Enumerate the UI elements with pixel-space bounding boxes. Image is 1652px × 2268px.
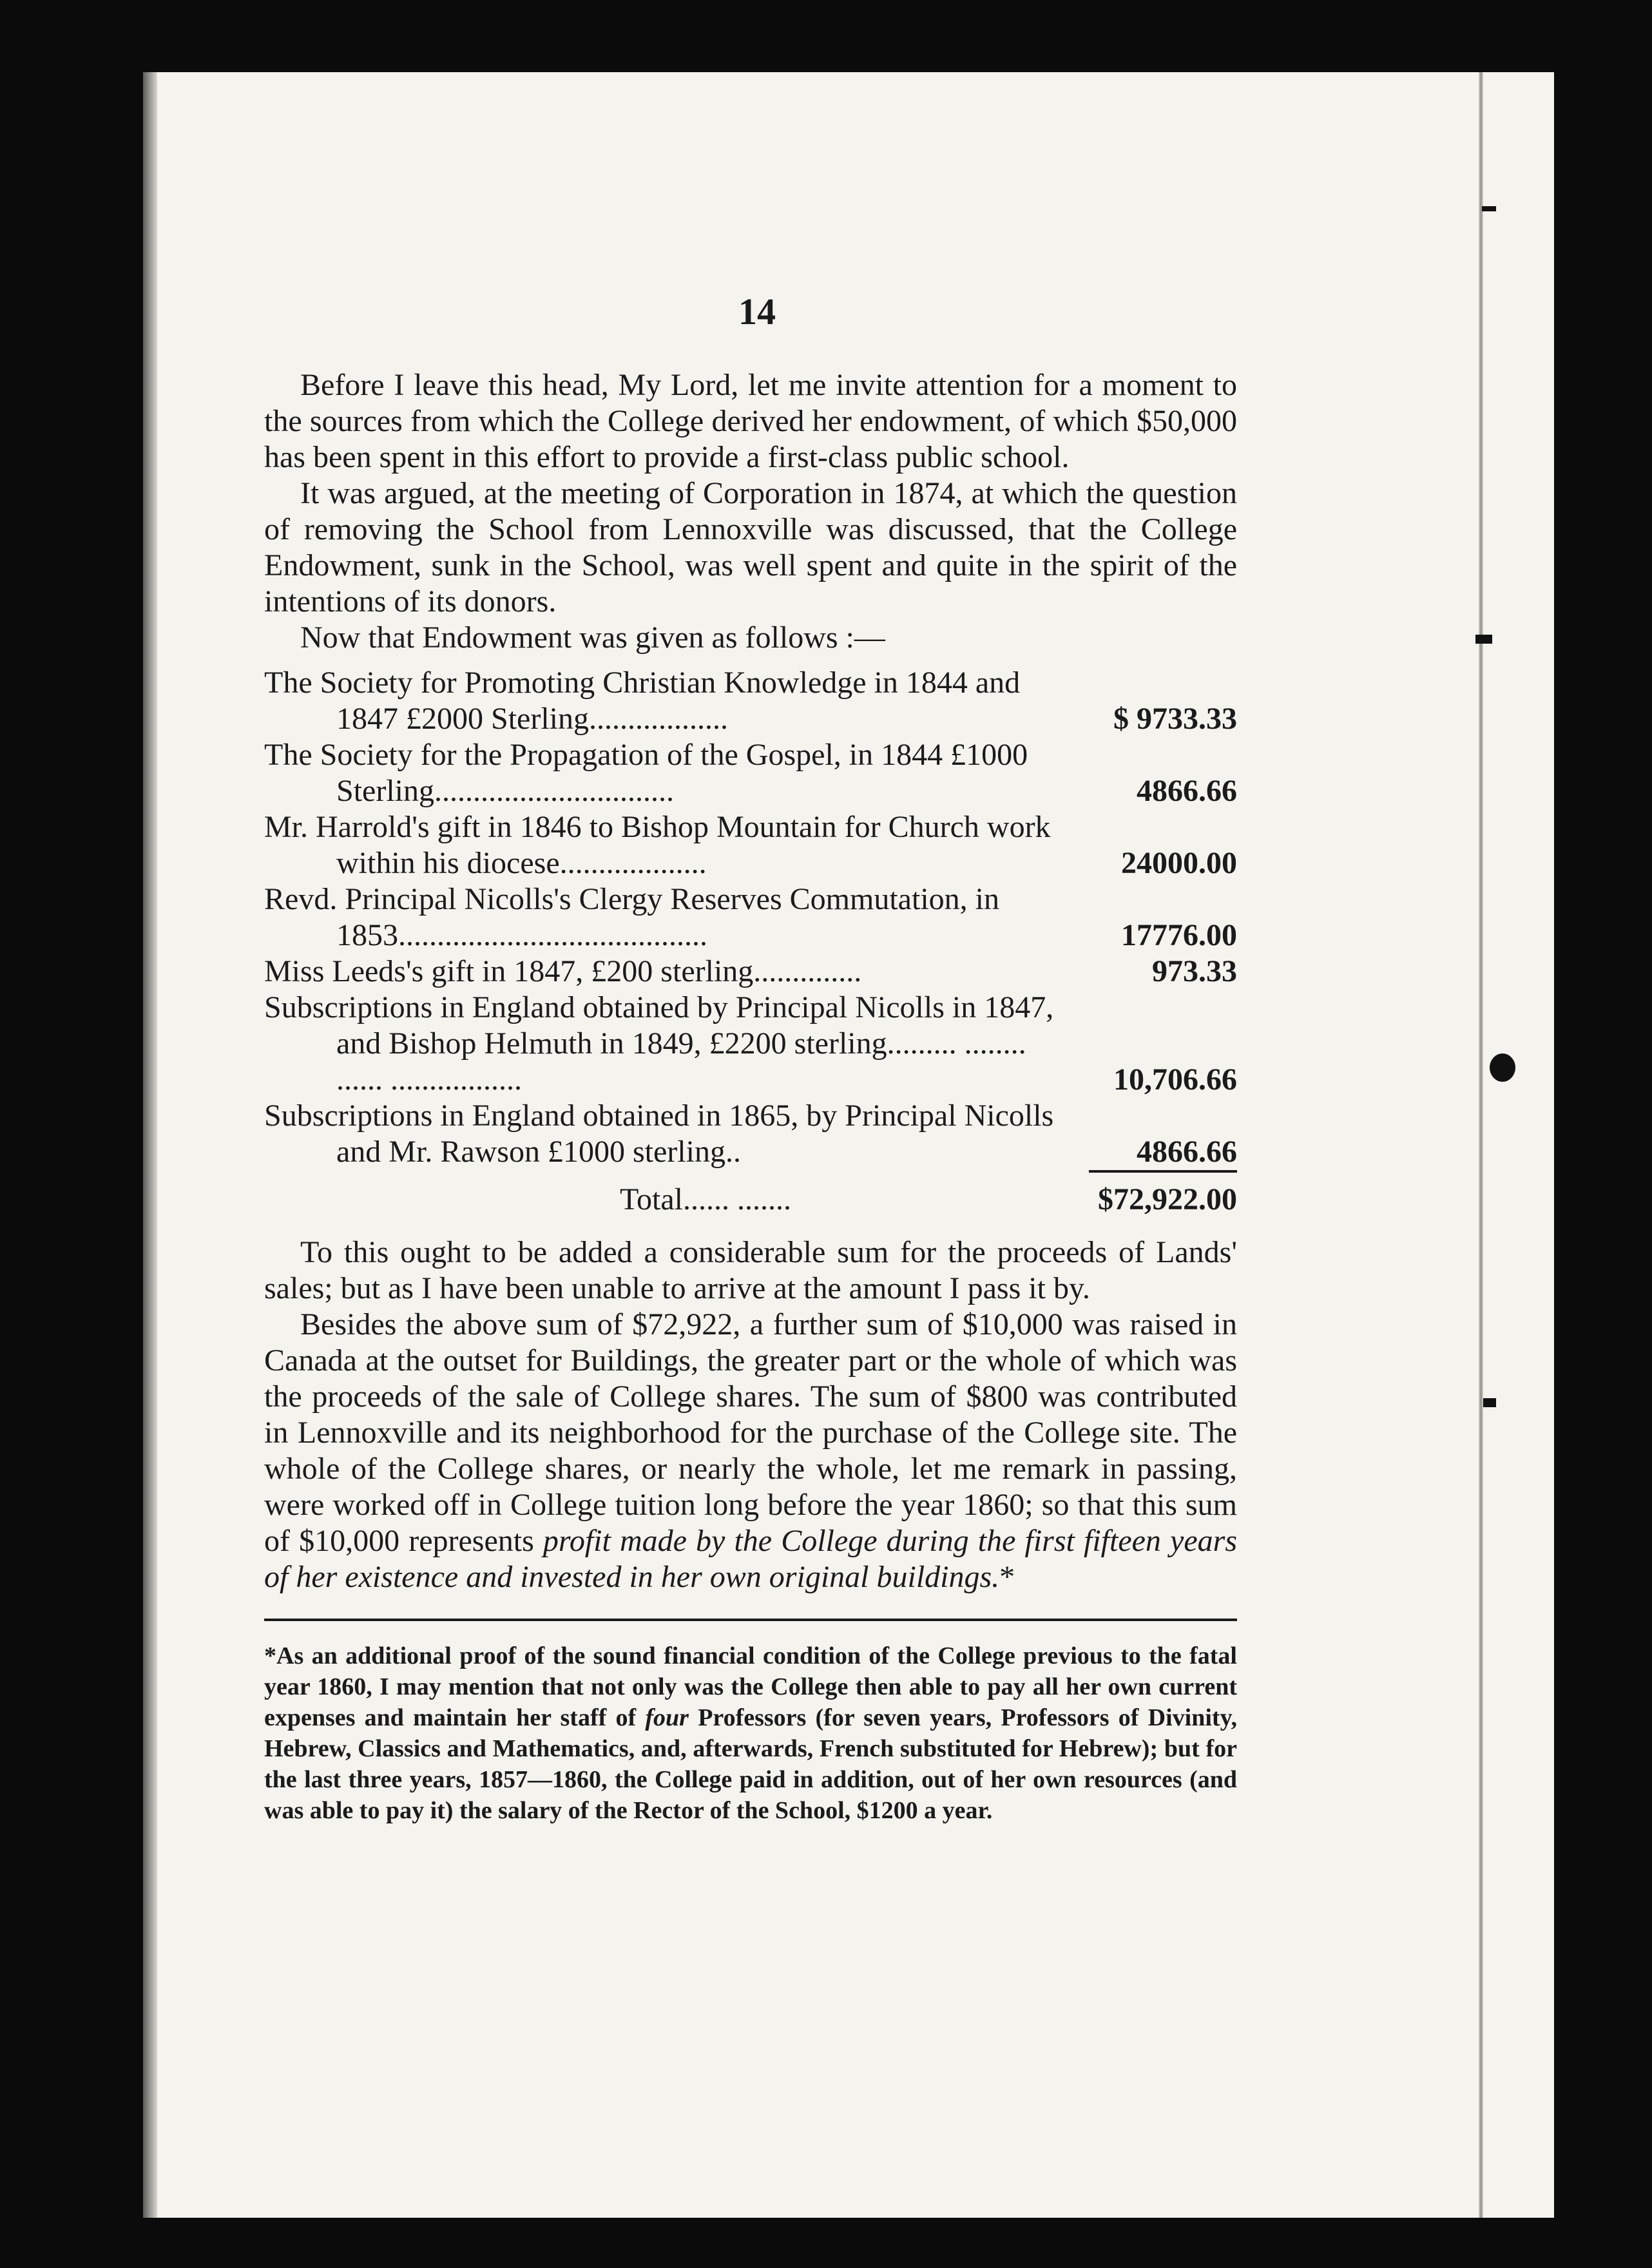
total-label: Total...... .......: [620, 1182, 791, 1216]
endowment-entry: [264, 990, 1237, 1098]
total-amount: $72,922.00: [1098, 1182, 1237, 1216]
margin-mark-blot: [1490, 1053, 1515, 1082]
entry-amount: 4866.66: [1137, 774, 1237, 808]
entry-amount: $ 9733.33: [1113, 702, 1237, 736]
entry-description: The Society for Promoting Christian Knowledge in 1844 and 1847 £2000 Sterling..................: [264, 666, 1021, 736]
entry-description: Subscriptions in England obtained in 1865, by Principal Nicolls and Mr. Rawson £1000 sterling..: [264, 1099, 1054, 1169]
paragraph-lands-sales: To this ought to be added a considerable sum for the proceeds of Lands' sales; but as I have been unable to arrive at the amount I pass it by.: [264, 1235, 1237, 1305]
entry-amount: 17776.00: [1121, 918, 1237, 952]
endowment-entry: [264, 737, 1237, 809]
footnote-marker: *: [999, 1560, 1015, 1594]
entry-amount: 24000.00: [1121, 846, 1237, 880]
buildings-text: Besides the above sum of $72,922, a further sum of $10,000 was raised in Canada at the outset for Buildings, the greater part or the whole of which was the proceeds of the sale of College shares. The sum of $800 was contributed in Lennoxville and its neighborhood for the purchase of the College site. The whole of the College shares, or nearly the whole, let me remark in passing, were worked off in College tuition long before the year 1860; so that this sum of $10,000 represents: [264, 1307, 1237, 1558]
margin-mark-middle: [1475, 635, 1492, 644]
footnote-italic: four: [645, 1704, 689, 1731]
endowment-entry: [264, 881, 1237, 954]
page-number: 14: [738, 291, 776, 332]
entry-description: Subscriptions in England obtained by Principal Nicolls in 1847, and Bishop Helmuth in 1849, £2200 sterling......... ........ ...... .................: [264, 990, 1054, 1097]
page-fold-line: [1479, 72, 1483, 2218]
entry-description: Mr. Harrold's gift in 1846 to Bishop Mountain for Church work within his diocese...................: [264, 810, 1051, 880]
endowment-entry: [264, 1098, 1237, 1170]
endowment-total: [264, 1182, 1237, 1218]
paragraph-endowment-heading: Now that Endowment was given as follows :—: [300, 620, 885, 655]
endowment-entry: [264, 954, 1237, 990]
text-column: [264, 367, 1237, 1826]
paragraph-corporation-1874: It was argued, at the meeting of Corporation in 1874, at which the question of removing the School from Lennoxville was discussed, that the College Endowment, sunk in the School, was well spent and quite in the spirit of the intentions of its donors.: [264, 476, 1237, 619]
footnote-part-1: *As an additional proof of the sound financial condition of the College previous to the fatal year 1860, I may mention that not only was the College then able to pay all her own current expenses and maintain her staff of: [264, 1642, 1237, 1731]
footnote-text: [264, 1640, 1237, 1826]
entry-amount: 973.33: [1152, 954, 1237, 988]
entry-description: Revd. Principal Nicolls's Clergy Reserves Commutation, in 1853........................................: [264, 882, 999, 952]
entry-amount: 4866.66: [1137, 1135, 1237, 1169]
binding-shadow: [143, 72, 157, 2218]
footnote-rule: [264, 1619, 1237, 1621]
endowment-entry: [264, 665, 1237, 737]
entry-description: Miss Leeds's gift in 1847, £200 sterling..............: [264, 954, 862, 988]
paragraph-endowment-intro: Before I leave this head, My Lord, let me invite attention for a moment to the sources from which the College derived her endowment, of which $50,000 has been spent in this effort to provide a first-class public school.: [264, 368, 1237, 474]
margin-mark-top: [1482, 206, 1496, 211]
endowment-entry: [264, 809, 1237, 881]
buildings-italic-text: profit made by the College during the first fifteen years of her existence and invested in her own original buildings.: [264, 1524, 1238, 1594]
entry-amount: 10,706.66: [1113, 1062, 1237, 1097]
footnote-part-2: Professors (for seven years, Professors of Divinity, Hebrew, Classics and Mathematics, and, afterwards, French substituted for Hebrew); but for the last three years, 1857—1860, the College paid in addition, out of her own resources (and was able to pay it) the salary of the Rector of the School, $1200 a year.: [264, 1704, 1237, 1824]
total-rule: [1089, 1170, 1237, 1173]
endowment-list: [264, 665, 1237, 1218]
margin-mark-lower: [1483, 1398, 1496, 1407]
entry-description: The Society for the Propagation of the Gospel, in 1844 £1000 Sterling...............................: [264, 738, 1028, 808]
paragraph-buildings: [264, 1307, 1237, 1595]
